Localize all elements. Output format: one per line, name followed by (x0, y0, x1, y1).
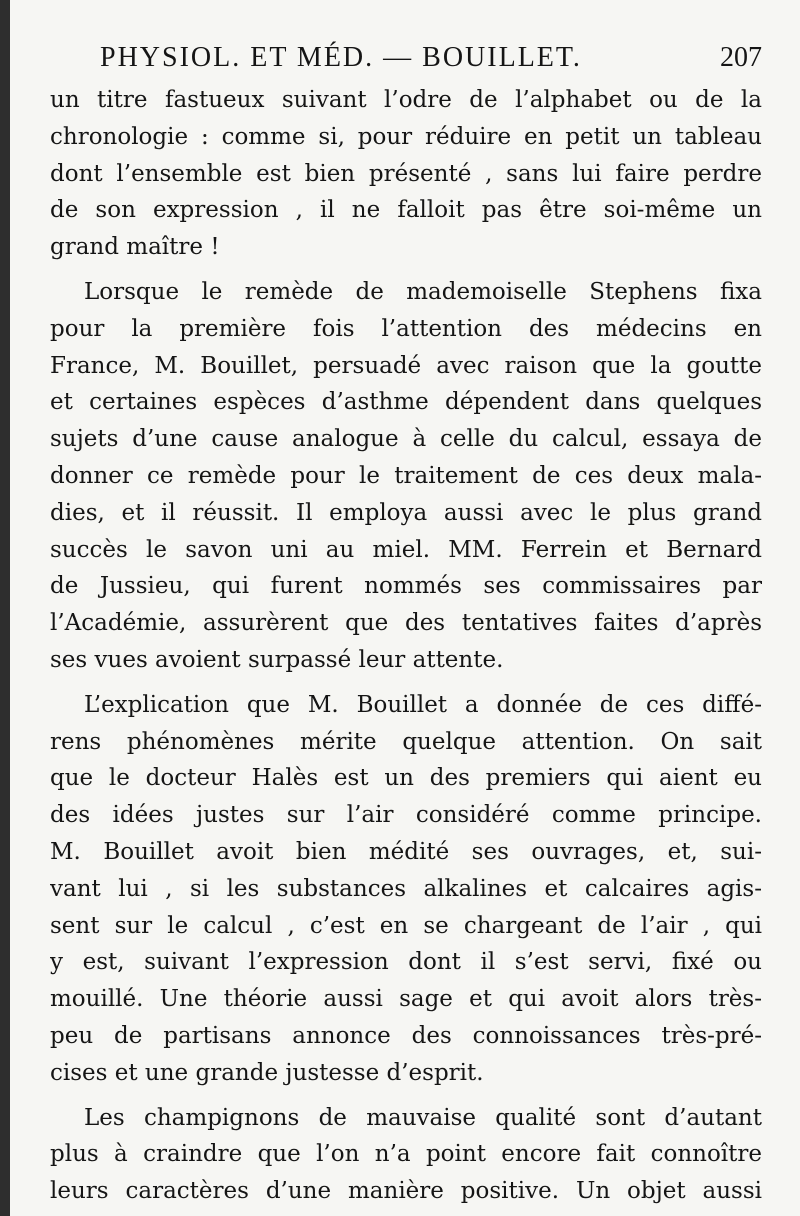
paragraph-1 (50, 82, 762, 266)
text-line: sent sur le calcul , c’est en se chargeant de l’air , qui (50, 912, 762, 939)
text-line: ses vues avoient surpassé leur attente. (50, 646, 504, 673)
text-line: dies, et il réussit. Il employa aussi avec le plus grand (50, 499, 762, 526)
text-line: succès le savon uni au miel. MM. Ferrein et Bernard (50, 536, 762, 563)
text-line: pour la première fois l’attention des médecins en (50, 315, 762, 342)
running-head: PHYSIOL. ET MÉD. — BOUILLET. (100, 42, 582, 73)
text-line: de Jussieu, qui furent nommés ses commissaires par (50, 573, 762, 600)
text-line: dont l’ensemble est bien présenté , sans lui faire perdre (50, 160, 762, 187)
body-text (50, 82, 762, 1210)
text-line: vant lui , si les substances alkalines et calcaires agis- (50, 875, 762, 902)
text-line: Lorsque le remède de mademoiselle Stephens fixa (84, 278, 762, 305)
text-line: Les champignons de mauvaise qualité sont d’autant (84, 1104, 762, 1131)
text-line: chronologie : comme si, pour réduire en petit un tableau (50, 123, 762, 150)
text-line: y est, suivant l’expression dont il s’est servi, fixé ou (50, 949, 762, 976)
paragraph-4 (50, 1100, 762, 1210)
text-line: M. Bouillet avoit bien médité ses ouvrages, et, sui- (50, 838, 762, 865)
page-number: 207 (720, 42, 762, 73)
text-line: un titre fastueux suivant l’odre de l’alphabet ou de la (50, 87, 762, 113)
text-line: grand maître ! (50, 234, 220, 261)
text-line: des idées justes sur l’air considéré comme principe. (50, 802, 762, 829)
text-line: que le docteur Halès est un des premiers qui aient eu (50, 765, 762, 792)
text-line: l’Académie, assurèrent que des tentatives faites d’après (50, 610, 762, 637)
text-line: plus à craindre que l’on n’a point encore fait connoître (50, 1141, 762, 1168)
text-line: et certaines espèces d’asthme dépendent dans quelques (50, 389, 762, 416)
text-line: de son expression , il ne falloit pas être soi-même un (50, 197, 762, 224)
text-line: cises et une grande justesse d’esprit. (50, 1059, 484, 1086)
text-line: leurs caractères d’une manière positive. Un objet aussi (50, 1178, 762, 1205)
page-header (90, 42, 770, 82)
text-line: France, M. Bouillet, persuadé avec raison que la goutte (50, 352, 762, 379)
text-line: sujets d’une cause analogue à celle du calcul, essaya de (50, 426, 762, 453)
paragraph-3 (50, 687, 762, 1092)
text-line: L’explication que M. Bouillet a donnée de ces diffé- (84, 691, 762, 718)
text-line: rens phénomènes mérite quelque attention. On sait (50, 728, 762, 755)
text-line: donner ce remède pour le traitement de ces deux mala- (50, 462, 762, 489)
text-line: mouillé. Une théorie aussi sage et qui avoit alors très- (50, 986, 762, 1013)
text-line: peu de partisans annonce des connoissances très-pré- (50, 1022, 762, 1049)
paragraph-2 (50, 274, 762, 679)
